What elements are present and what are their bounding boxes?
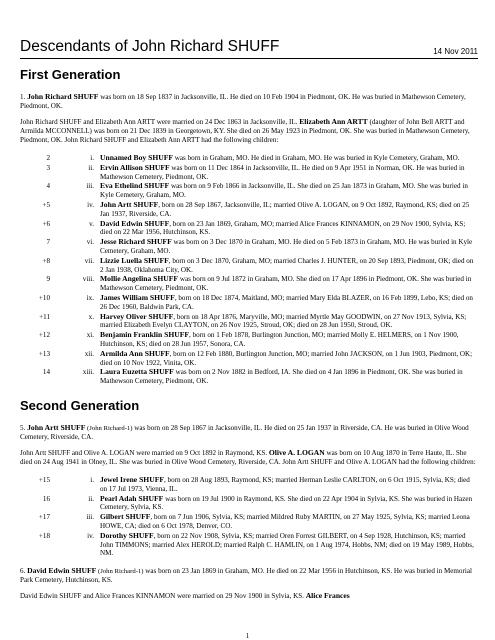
- child-number: +12: [38, 331, 50, 340]
- child-entry: [20, 154, 478, 163]
- child-entry: [20, 331, 478, 349]
- person-name: Harvey Oliver SHUFF: [100, 311, 174, 321]
- child-text: Mollie Angelina SHUFF was born on 9 Jul 1872 in Graham, MO. She died on 17 Apr 1896 in Piedmont, OK. She was buried in Mathewson Cemetery, Piedmont, OK.: [100, 274, 472, 293]
- person-name: Lizzie Luella SHUFF: [100, 255, 169, 265]
- child-number: +17: [38, 513, 50, 522]
- child-roman-numeral: ii.: [88, 163, 94, 172]
- marriage-paragraph-1: John Richard SHUFF and Elizabeth Ann ARTT were married on 24 Dec 1863 in Jacksonville, IL. Elizabeth Ann ARTT (daughter of John Bell ARTT and Armilda MCCONNELL) was born on 21 Dec 1839 in Georgetown, KY. She died on 26 May 1923 in Piedmont, OK. She was buried in Mathewson Cemetery, Piedmont, OK. John Richard SHUFF and Elizabeth Ann ARTT had the following children:: [20, 117, 470, 144]
- child-number: +8: [42, 256, 50, 265]
- child-text: Dorothy SHUFF, born on 22 Nov 1908, Sylvia, KS; married Oren Forrest GILBERT, on 4 Sep 1928, Hutchinson, KS; married John TIMMONS; married Alex HEROLD; married Ralph C. HAMLIN, on 1 Aug 1974, Hobbs, NM; died on 19 May 1989, Hobbs, NM.: [100, 530, 474, 558]
- person-name: David Edwin SHUFF: [100, 218, 170, 228]
- page-number: 1: [245, 632, 250, 640]
- child-text: Jewel Irene SHUFF, born on 28 Aug 1893, Raymond, KS; married Herman Leslie CARLTON, on 6 Oct 1915, Sylvia, KS; died on 17 Jul 1973, Vienna, IL.: [100, 474, 470, 493]
- person-name: James William SHUFF: [100, 292, 175, 302]
- child-number: +10: [38, 293, 50, 302]
- entry-5: 5. John Artt SHUFF (John Richard-1) was born on 28 Sep 1867 in Jacksonville, IL. He died on 25 Jan 1937 in Riverside, CA. He was buried in Olive Wood Cemetery, Riverside, CA.: [20, 422, 469, 441]
- child-entry: [20, 294, 478, 312]
- child-entry: [20, 275, 478, 293]
- person-name: Dorothy SHUFF: [100, 530, 154, 540]
- child-text: Jesse Richard SHUFF was born on 3 Dec 1870 in Graham, MO. He died on 5 Feb 1873 in Graham, MO. He was buried in Kyle Cemetery, Graham, MO.: [100, 237, 473, 255]
- child-number: 9: [46, 275, 50, 284]
- person-name: Benjamin Franklin SHUFF: [100, 330, 190, 340]
- child-roman-numeral: xi.: [86, 331, 94, 340]
- child-number: 16: [42, 494, 50, 503]
- person-name: Armilda Ann SHUFF: [100, 348, 170, 358]
- child-text: Gilbert SHUFF, born on 7 Jun 1906, Sylvia, KS; married Mildred Ruby MARTIN, on 27 May 1925, Sylvia, KS; married Leona HOWE, CA; died on 6 Oct 1978, Denver, CO.: [100, 512, 470, 530]
- child-text: Laura Euzetta SHUFF was born on 2 Nov 1882 in Bedford, IA. She died on 4 Jan 1896 in Piedmont, OK. She was buried in Mathewson Cemetery, Piedmont, OK.: [100, 367, 463, 386]
- child-entry: [20, 182, 478, 200]
- section-heading-first-generation: First Generation: [20, 67, 121, 82]
- person-name: Jewel Irene SHUFF: [100, 474, 164, 484]
- child-text: Ervin Allison SHUFF was born on 11 Dec 1864 in Jacksonville, IL. He died on 9 Apr 1951 in Norman, OK. He was buried in Mathewson Cemetery, Piedmont, OK.: [100, 162, 465, 181]
- child-entry: [20, 313, 478, 331]
- child-text: David Edwin SHUFF, born on 23 Jan 1869, Graham, MO; married Alice Frances KINNAMON, on 29 Nov 1900, Sylvia, KS; died on 22 Mar 1956, Hutchinson, KS.: [100, 218, 466, 237]
- child-number: 7: [46, 238, 50, 247]
- child-roman-numeral: iii.: [86, 182, 94, 191]
- child-text: John Artt SHUFF, born on 28 Sep 1867, Jacksonville, IL; married Olive A. LOGAN, on 9 Oct 1892, Raymond, KS; died on 25 Jan 1937, Riverside, CA.: [100, 199, 470, 218]
- child-roman-numeral: i.: [90, 154, 94, 162]
- marriage-paragraph-5: John Artt SHUFF and Olive A. LOGAN were married on 9 Oct 1892 in Raymond, KS. Olive A. LOGAN was born on 10 Aug 1870 in Terre Haute, IL. She died on 24 Aug 1941 in Olney, IL. She was buried in Olive Wood Cemetery, Riverside, CA. John Artt SHUFF and Olive A. LOGAN had the following children:: [20, 447, 476, 466]
- entry-6: 6. David Edwin SHUFF (John Richard-1) was born on 23 Jan 1869 in Graham, MO. He died on 22 Mar 1956 in Hutchinson, KS. He was buried in Memorial Park Cemetery, Hutchinson, KS.: [20, 566, 472, 585]
- person-name: John Artt SHUFF: [27, 422, 86, 432]
- child-entry: [20, 220, 478, 238]
- child-entry: [20, 495, 478, 513]
- marriage-paragraph-6: David Edwin SHUFF and Alice Frances KINNAMON were married on 29 Nov 1900 in Sylvia, KS. Alice Frances: [20, 591, 350, 601]
- child-entry: [20, 513, 478, 531]
- child-entry: [20, 368, 478, 386]
- child-number: +15: [38, 475, 50, 484]
- person-name: Pearl Adah SHUFF: [100, 493, 164, 503]
- child-text: Harvey Oliver SHUFF, born on 18 Apr 1876, Maryville, MO; married Myrtle May GOODWIN, on 27 Nov 1913, Sylvia, KS; married Elizabeth Evelyn CLAYTON, on 26 Nov 1925, Stroud, OK; died on 28 Jun 1950, Stroud, OK.: [100, 311, 467, 330]
- child-entry: [20, 164, 478, 182]
- child-number: +11: [39, 312, 50, 321]
- child-entry: [20, 532, 478, 558]
- child-roman-numeral: vii.: [84, 256, 94, 265]
- child-number: +5: [42, 200, 50, 209]
- child-text: Armilda Ann SHUFF, born on 12 Feb 1880, Burlington Junction, MO; married John JACKSON, on 1 Jun 1903, Piedmont, OK; died on 10 Nov 1922, Vinita, OK.: [100, 348, 473, 367]
- child-roman-numeral: ix.: [86, 293, 94, 302]
- document-title: Descendants of John Richard SHUFF: [20, 38, 280, 55]
- child-text: Unnamed Boy SHUFF was born in Graham, MO. He died in Graham, MO. He was buried in Kyle Cemetery, Graham, MO.: [100, 153, 460, 162]
- child-text: Lizzie Luella SHUFF, born on 3 Dec 1870, Graham, MO; married Charles J. HUNTER, on 20 Sep 1893, Piedmont, OK; died on 2 Jan 1938, Oklahoma City, OK.: [100, 255, 474, 274]
- child-roman-numeral: ii.: [88, 494, 94, 503]
- child-entry: [20, 476, 478, 494]
- child-text: Pearl Adah SHUFF was born on 19 Jul 1900 in Raymond, KS. She died on 22 Apr 1904 in Sylvia, KS. She was buried in Hazen Cemetery, Sylvia, KS.: [100, 493, 473, 512]
- child-roman-numeral: i.: [90, 475, 94, 484]
- spouse-name: Olive A. LOGAN: [268, 447, 325, 457]
- child-roman-numeral: xii.: [84, 349, 94, 358]
- child-number: 4: [46, 182, 50, 191]
- children-list-gen2: [20, 476, 478, 558]
- child-roman-numeral: x.: [88, 312, 94, 321]
- document-date: 14 Nov 2011: [433, 47, 478, 56]
- person-name: Jesse Richard SHUFF: [100, 237, 172, 247]
- child-roman-numeral: iv.: [87, 531, 94, 540]
- child-roman-numeral: iv.: [87, 200, 94, 209]
- child-roman-numeral: v.: [89, 219, 94, 228]
- child-number: +18: [38, 531, 50, 540]
- child-roman-numeral: xiii.: [82, 368, 94, 377]
- person-name: John Artt SHUFF: [100, 199, 159, 209]
- child-entry: [20, 350, 478, 368]
- child-entry: [20, 201, 478, 219]
- person-name: Unnamed Boy SHUFF: [100, 153, 173, 162]
- person-name: Gilbert SHUFF: [100, 512, 151, 522]
- child-number: 14: [42, 368, 50, 377]
- child-entry: [20, 238, 478, 256]
- child-text: James William SHUFF, born on 18 Dec 1874, Maitland, MO; married Mary Elda BLAZER, on 16 Feb 1899, Lebo, KS; died on 26 Dec 1960, Baldwin Park, CA.: [100, 292, 473, 311]
- person-name: Eva Ethelind SHUFF: [100, 181, 170, 191]
- child-number: +13: [38, 349, 50, 358]
- person-name: Laura Euzetta SHUFF: [100, 367, 174, 377]
- child-roman-numeral: iii.: [86, 513, 94, 522]
- page-header: [20, 38, 478, 59]
- child-entry: [20, 257, 478, 275]
- spouse-name: Elizabeth Ann ARTT: [299, 117, 368, 126]
- spouse-name: Alice Frances: [305, 591, 350, 601]
- child-text: Eva Ethelind SHUFF was born on 9 Feb 1866 in Jacksonville, IL. She died on 25 Jan 1873 in Graham, MO. She was buried in Kyle Cemetery, Graham, MO.: [100, 181, 468, 200]
- child-number: +6: [42, 219, 50, 228]
- child-number: 2: [46, 154, 50, 162]
- child-text: Benjamin Franklin SHUFF, born on 1 Feb 1878, Burlington Junction, MO; married Molly E. HELMERS, on 1 Nov 1900, Hutchinson, KS; died on 28 Jun 1957, Sonora, CA.: [100, 330, 459, 348]
- child-roman-numeral: viii.: [82, 275, 94, 284]
- entry-1: 1. John Richard SHUFF was born on 18 Sep 1837 in Jacksonville, IL. He died on 10 Feb 1904 in Piedmont, OK. He was buried in Mathewson Cemetery, Piedmont, OK.: [20, 92, 466, 110]
- children-list-gen1: [20, 154, 478, 386]
- person-name: Mollie Angelina SHUFF: [100, 274, 179, 284]
- person-name: John Richard SHUFF: [27, 92, 99, 101]
- document-page: [20, 38, 478, 608]
- child-number: 3: [46, 163, 50, 172]
- child-roman-numeral: vi.: [86, 238, 94, 247]
- person-name: David Edwin SHUFF: [27, 566, 97, 576]
- section-heading-second-generation: Second Generation: [20, 397, 140, 413]
- person-name: Ervin Allison SHUFF: [100, 162, 170, 172]
